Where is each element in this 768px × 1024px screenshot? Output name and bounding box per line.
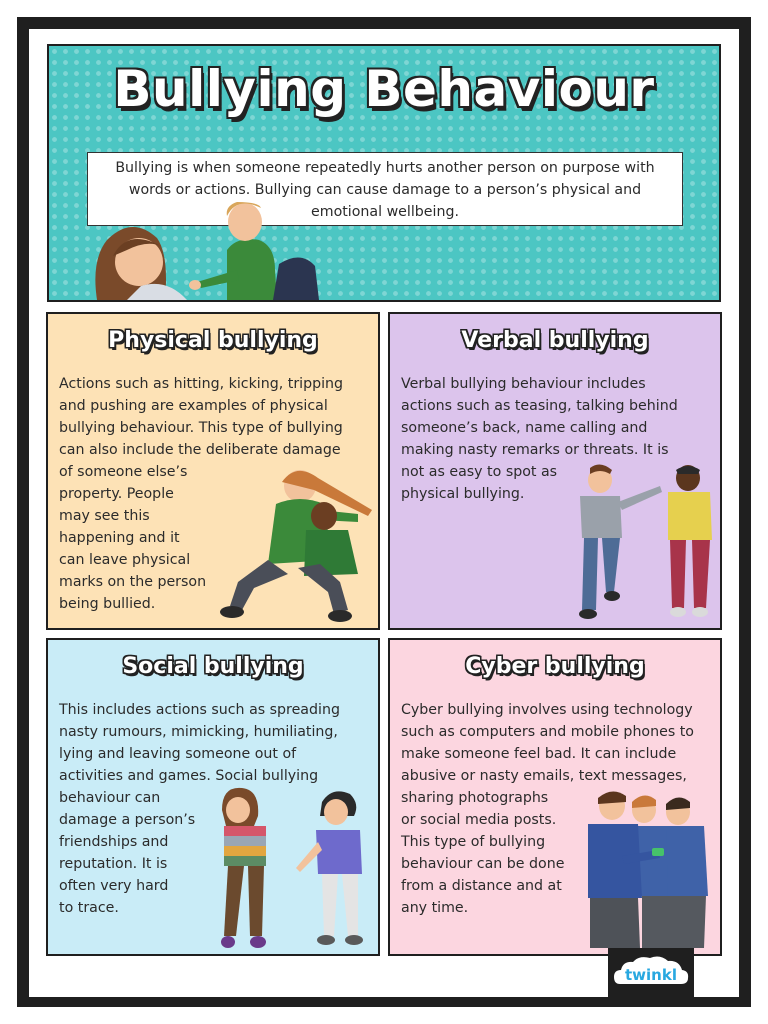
header-panel	[47, 44, 721, 302]
fighting-kids-illustration	[208, 464, 376, 624]
section-text-line: This includes actions such as spreading	[59, 702, 340, 718]
intro-line: emotional wellbeing.	[311, 204, 459, 220]
section-title: Social bullying	[122, 654, 304, 679]
teasing-kids-illustration	[214, 786, 378, 952]
section-text-line: behaviour can be done	[401, 856, 565, 872]
cyber-bullying-section	[388, 638, 722, 956]
social-bullying-section	[46, 638, 380, 956]
section-text-line: This type of bullying	[401, 834, 546, 850]
section-text-line: from a distance and at	[401, 878, 562, 894]
section-text-line: can also include the deliberate damage	[59, 442, 341, 458]
section-text-line: of someone else’s	[59, 464, 188, 480]
logo-text: twinkl	[625, 966, 677, 984]
section-text-line: bullying behaviour. This type of bullying	[59, 420, 343, 436]
section-text-line: to trace.	[59, 900, 119, 916]
section-text-line: abusive or nasty emails, text messages,	[401, 768, 687, 784]
section-text-line: and pushing are examples of physical	[59, 398, 328, 414]
section-text-line: friendships and	[59, 834, 169, 850]
section-title: Verbal bullying	[461, 328, 649, 353]
section-text-line: property. People	[59, 486, 174, 502]
section-text-line: make someone feel bad. It can include	[401, 746, 677, 762]
section-text-line: can leave physical	[59, 552, 191, 568]
section-text-line: being bullied.	[59, 596, 156, 612]
intro-line: words or actions. Bullying can cause damage to a person’s physical and	[128, 182, 642, 198]
section-text-line: nasty rumours, mimicking, humiliating,	[59, 724, 338, 740]
section-text-line: any time.	[401, 900, 469, 916]
section-text-line: such as computers and mobile phones to	[401, 724, 694, 740]
section-text-line: often very hard	[59, 878, 169, 894]
kids-illustration	[87, 190, 327, 300]
logo-panel	[608, 948, 694, 998]
phone-group-illustration	[582, 786, 716, 954]
intro-line: Bullying is when someone repeatedly hurts another person on purpose with	[115, 160, 655, 176]
physical-bullying-section	[46, 312, 380, 630]
section-text-line: not as easy to spot as	[401, 464, 558, 480]
section-text-line: physical bullying.	[401, 486, 525, 502]
section-text-line: activities and games. Social bullying	[59, 768, 319, 784]
section-text-line: happening and it	[59, 530, 180, 546]
section-text-line: making nasty remarks or threats. It is	[401, 442, 669, 458]
section-text-line: damage a person’s	[59, 812, 196, 828]
section-title: Physical bullying	[108, 328, 318, 353]
section-text-line: actions such as teasing, talking behind	[401, 398, 678, 414]
twinkl-logo	[608, 948, 694, 998]
section-text-line: marks on the person	[59, 574, 207, 590]
section-text-line: someone’s back, name calling and	[401, 420, 648, 436]
section-text-line: Actions such as hitting, kicking, tripping	[59, 376, 344, 392]
section-text-line: Cyber bullying involves using technology	[401, 702, 693, 718]
section-text-line: lying and leaving someone out of	[59, 746, 297, 762]
section-text-line: Verbal bullying behaviour includes	[401, 376, 646, 392]
pointing-kids-illustration	[568, 462, 718, 624]
section-text-line: sharing photographs	[401, 790, 549, 806]
section-text-line: behaviour can	[59, 790, 161, 806]
page-title: Bullying Behaviour	[113, 60, 655, 118]
verbal-bullying-section	[388, 312, 722, 630]
section-text-line: may see this	[59, 508, 150, 524]
section-text-line: reputation. It is	[59, 856, 168, 872]
section-title: Cyber bullying	[465, 654, 645, 679]
section-text-line: or social media posts.	[401, 812, 557, 828]
